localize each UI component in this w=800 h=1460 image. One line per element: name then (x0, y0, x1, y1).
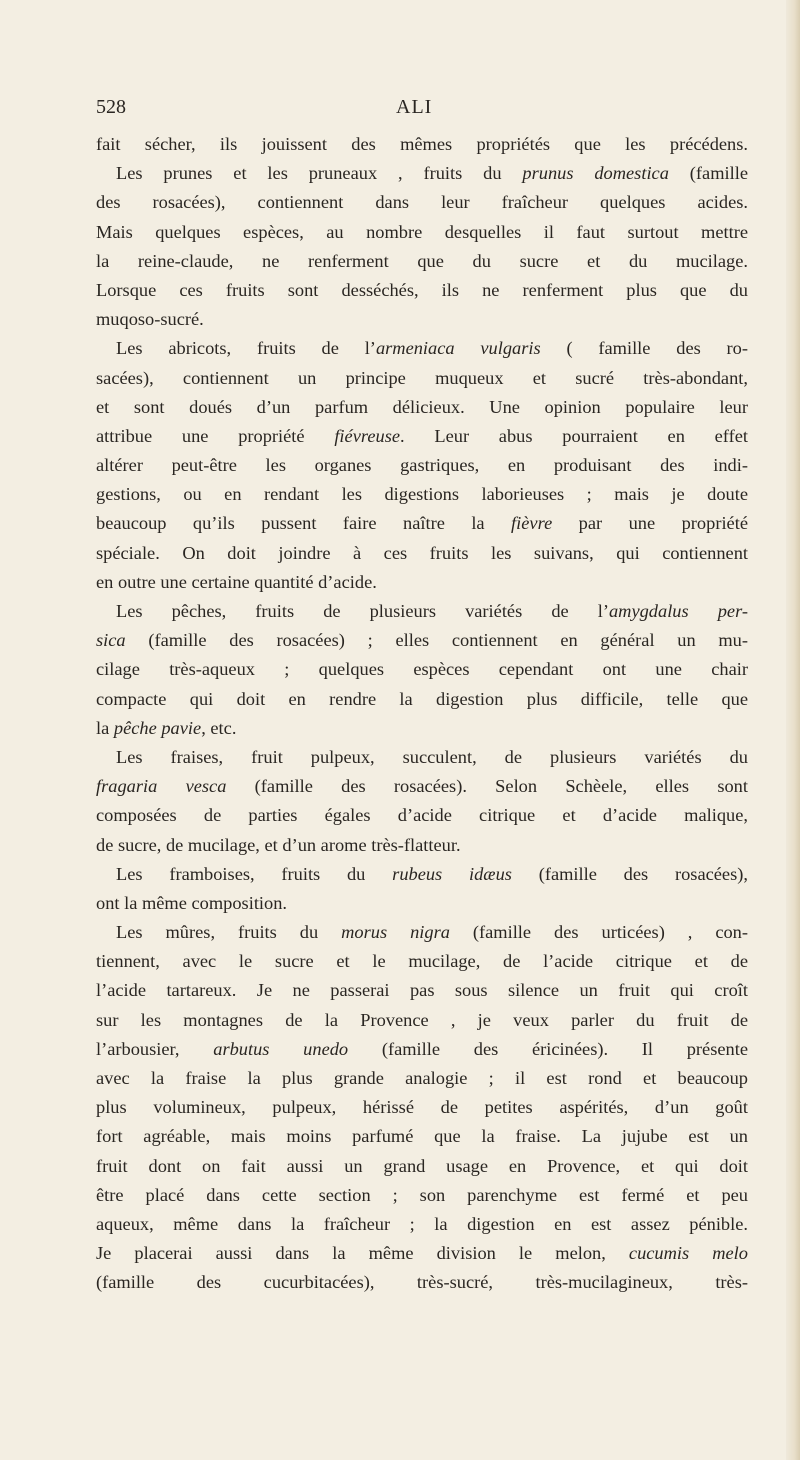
text-run: des rosacées), contiennent dans leur fraîcheur quelques acides. (96, 192, 748, 213)
text-line (96, 976, 748, 1005)
text-line (96, 276, 748, 305)
text-line (96, 685, 748, 714)
text-run: ( famille des ro- (540, 338, 748, 359)
text-run: par une propriété (552, 513, 748, 534)
text-run: Les framboises, fruits du (116, 863, 393, 884)
text-line (96, 334, 748, 363)
text-run: fort agréable, mais moins parfumé que la fraise. La jujube est un (96, 1126, 748, 1147)
text-run: en outre une certaine quantité d’acide. (96, 571, 377, 592)
text-run: (famille des rosacées). Selon Schèele, elles sont (226, 776, 748, 797)
running-head: ALI (396, 96, 433, 118)
page-number: 528 (96, 96, 126, 118)
text-run: tiennent, avec le sucre et le mucilage, de l’acide citrique et de (96, 951, 748, 972)
text-line (96, 539, 748, 568)
text-line (96, 743, 748, 772)
text-run: fait sécher, ils jouissent des mêmes propriétés que les précédens. (96, 134, 748, 154)
italic-term: pêche pavie (113, 717, 202, 738)
text-run: Les prunes et les pruneaux , fruits du (116, 163, 523, 184)
text-line (96, 918, 748, 947)
text-run: (famille des cucurbitacées), très-sucré, très-mucilagineux, très- (96, 1272, 748, 1293)
text-run: Les pêches, fruits de plusieurs variétés de l’ (116, 601, 609, 621)
text-line (96, 1268, 748, 1297)
text-line (96, 889, 748, 918)
text-line (96, 1006, 748, 1035)
text-run: spéciale. On doit joindre à ces fruits les suivans, qui contiennent (96, 542, 748, 563)
text-run: la reine-claude, ne renferment que du sucre et du mucilage. (96, 250, 748, 271)
text-run: , etc. (201, 717, 237, 738)
text-run: de sucre, de mucilage, et d’un arome très-flatteur. (96, 834, 461, 855)
text-run: Les fraises, fruit pulpeux, succulent, de plusieurs variétés du (116, 746, 748, 767)
text-run: Je placerai aussi dans la même division le melon, (96, 1243, 629, 1264)
text-line (96, 188, 748, 217)
text-line (96, 1210, 748, 1239)
text-run: composées de parties égales d’acide citrique et d’acide malique, (96, 805, 748, 826)
italic-term: rubeus idæus (392, 863, 512, 884)
text-line (96, 1152, 748, 1181)
text-run: Les abricots, fruits de l’ (116, 338, 376, 359)
text-run: l’acide tartareux. Je ne passerai pas sous silence un fruit qui croît (96, 980, 748, 1001)
text-run: cilage très-aqueux ; quelques espèces cependant ont une chair (96, 659, 748, 680)
text-line (96, 480, 748, 509)
text-line (96, 655, 748, 684)
italic-term: cucumis melo (628, 1243, 748, 1264)
text-run: (famille (668, 163, 748, 184)
text-run: gestions, ou en rendant les digestions laborieuses ; mais je doute (96, 484, 748, 505)
italic-term: amygdalus per- (608, 601, 748, 621)
text-run: et sont doués d’un parfum délicieux. Une opinion populaire leur (96, 396, 748, 417)
text-line (96, 422, 748, 451)
italic-term: fiévreuse (334, 425, 401, 446)
text-run: attribue une propriété (96, 425, 335, 446)
text-run: fruit dont on fait aussi un grand usage en Provence, et qui doit (96, 1155, 748, 1176)
italic-term: morus nigra (341, 922, 450, 943)
text-run: (famille des éricinées). Il présente (348, 1038, 749, 1059)
text-line (96, 801, 748, 830)
text-line (96, 1181, 748, 1210)
italic-term: armeniaca vulgaris (375, 338, 541, 359)
text-run: altérer peut-être les organes gastriques, en produisant des indi- (96, 455, 748, 476)
text-run: la (96, 717, 114, 738)
text-line (96, 1035, 748, 1064)
body-text (96, 130, 748, 1298)
text-run: Lorsque ces fruits sont desséchés, ils ne renferment plus que du (96, 279, 748, 300)
text-run: beaucoup qu’ils pussent faire naître la (96, 513, 512, 534)
text-line (96, 509, 748, 538)
text-run: compacte qui doit en rendre la digestion plus difficile, telle que (96, 688, 748, 709)
text-line (96, 305, 748, 334)
text-line (96, 714, 748, 743)
text-run: Les mûres, fruits du (116, 922, 342, 943)
text-run: (famille des rosacées), (511, 863, 748, 884)
italic-term: arbutus unedo (213, 1038, 349, 1059)
text-line (96, 947, 748, 976)
text-line (96, 451, 748, 480)
text-run: l’arbousier, (96, 1038, 214, 1059)
text-run: muqoso-sucré. (96, 309, 204, 330)
italic-term: fragaria vesca (96, 776, 227, 797)
text-line (96, 860, 748, 889)
italic-term: prunus domestica (522, 163, 669, 184)
text-line (96, 247, 748, 276)
text-run: être placé dans cette section ; son parenchyme est fermé et peu (96, 1184, 748, 1205)
text-line (96, 772, 748, 801)
text-line (96, 626, 748, 655)
text-line (96, 597, 748, 626)
page-edge-shadow (786, 0, 800, 1460)
text-line (96, 568, 748, 597)
text-line (96, 364, 748, 393)
text-run: . Leur abus pourraient en effet (400, 425, 748, 446)
text-line (96, 831, 748, 860)
text-run: aqueux, même dans la fraîcheur ; la digestion en est assez pénible. (96, 1213, 748, 1234)
italic-term: fièvre (511, 513, 553, 534)
italic-term: sica (96, 630, 126, 651)
text-line (96, 1122, 748, 1151)
page-header (96, 96, 748, 126)
text-run: sur les montagnes de la Provence , je veux parler du fruit de (96, 1009, 748, 1030)
text-run: ont la même composition. (96, 892, 288, 913)
text-run: avec la fraise la plus grande analogie ; il est rond et beaucoup (96, 1068, 748, 1088)
text-line (96, 218, 748, 247)
text-line (96, 130, 748, 159)
text-line (96, 1064, 748, 1093)
text-line (96, 159, 748, 188)
text-line (96, 393, 748, 422)
text-line (96, 1239, 748, 1268)
text-line (96, 1093, 748, 1122)
text-run: sacées), contiennent un principe muqueux et sucré très-abondant, (96, 367, 748, 388)
text-run: (famille des urticées) , con- (449, 922, 748, 943)
text-run: plus volumineux, pulpeux, hérissé de petites aspérités, d’un goût (96, 1097, 748, 1118)
text-run: Mais quelques espèces, au nombre desquelles il faut surtout mettre (96, 221, 748, 242)
text-run: (famille des rosacées) ; elles contiennent en général un mu- (125, 630, 748, 651)
